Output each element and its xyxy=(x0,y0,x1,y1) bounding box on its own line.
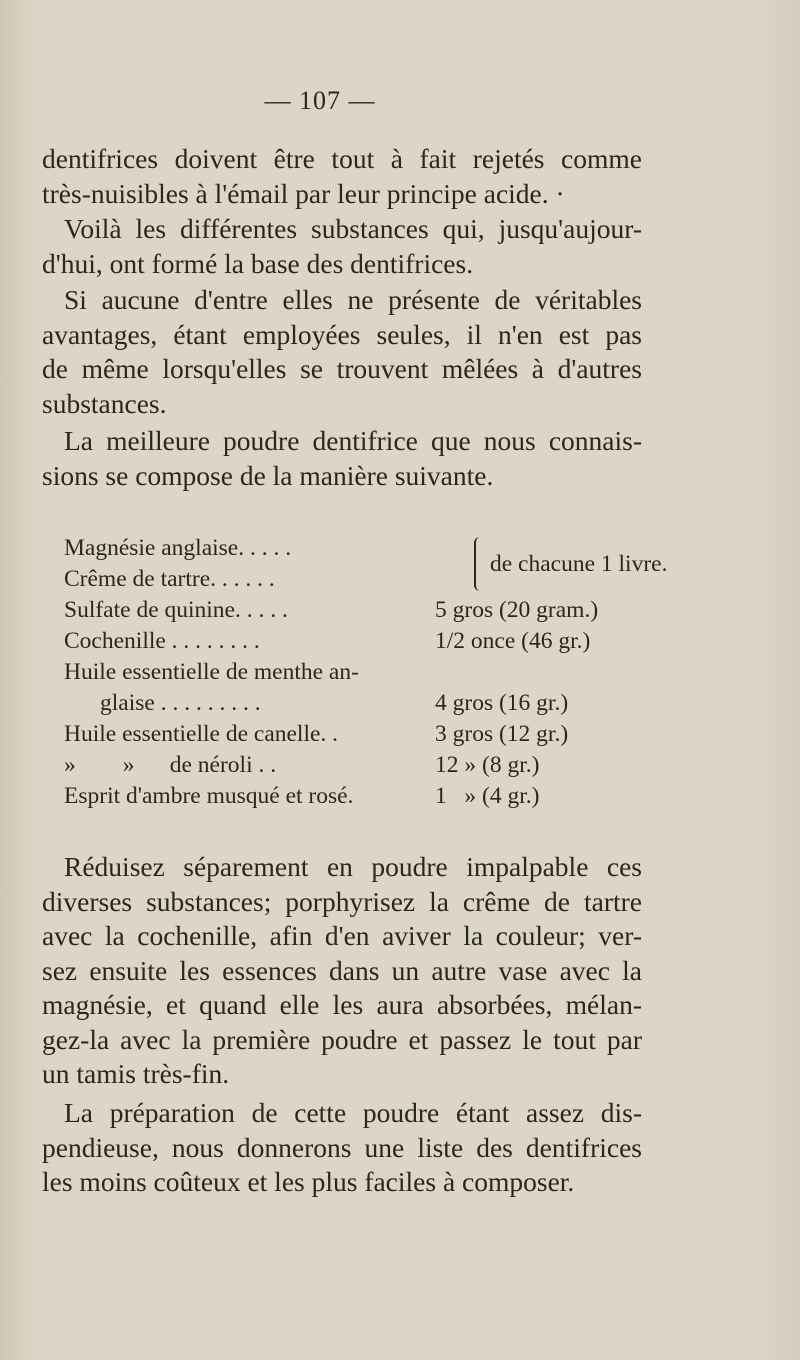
recipe-row xyxy=(64,781,644,812)
text-line: diverses substances; porphyrisez la crême de tartre xyxy=(42,885,642,917)
paragraph-3 xyxy=(42,283,642,421)
text-line: substances. xyxy=(42,387,167,419)
recipe-table xyxy=(64,533,668,812)
text-line: de même lorsqu'elles se trouvent mêlées à d'autres xyxy=(42,353,642,384)
ingredient-quantity: 1/2 once (46 gr.) xyxy=(435,628,591,654)
text-line: sez ensuite les essences dans un autre vase avec la xyxy=(42,954,642,986)
text-line: Voilà les différentes substances qui, jusqu'aujour- xyxy=(64,213,642,244)
recipe-row xyxy=(64,657,644,688)
text-line: les moins coûteux et les plus faciles à composer. xyxy=(42,1166,575,1197)
paragraph-5 xyxy=(42,850,642,1092)
recipe-row xyxy=(64,719,644,750)
ingredient-quantity: 5 gros (20 gram.) xyxy=(435,597,599,623)
ingredient-quantity: 4 gros (16 gr.) xyxy=(435,690,569,716)
ingredient-name: Esprit d'ambre musqué et rosé. xyxy=(64,783,354,809)
paragraph-1 xyxy=(42,142,642,211)
ingredient-name: Magnésie anglaise. . . . . xyxy=(64,535,292,561)
recipe-row xyxy=(64,626,644,657)
page-number: — 107 — xyxy=(264,86,376,115)
ingredient-name: » » de néroli . . xyxy=(64,752,277,778)
ingredient-name: Huile essentielle de canelle. . xyxy=(64,721,339,747)
recipe-row xyxy=(64,595,644,626)
brace-icon xyxy=(474,537,486,591)
brace-quantity: de chacune 1 livre. xyxy=(490,551,668,577)
ingredient-name: Cochenille . . . . . . . . xyxy=(64,628,260,654)
text-line: très-nuisibles à l'émail par leur principe acide. · xyxy=(42,177,565,209)
ingredient-name: Huile essentielle de menthe an- xyxy=(64,659,359,685)
text-line: gez-la avec la première poudre et passez le tout par xyxy=(42,1023,642,1055)
paragraph-2 xyxy=(42,212,642,281)
ingredient-quantity: 1 » (4 gr.) xyxy=(435,783,540,809)
text-line: avantages, étant employées seules, il n'en est pas xyxy=(42,318,642,350)
text-line: avec la cochenille, afin d'en aviver la couleur; ver- xyxy=(42,920,642,951)
text-line: d'hui, ont formé la base des dentifrices. xyxy=(42,247,474,279)
text-line: magnésie, et quand elle les aura absorbées, mélan- xyxy=(42,989,642,1020)
text-line: La préparation de cette poudre étant assez dis- xyxy=(64,1097,642,1128)
recipe-row xyxy=(64,750,644,781)
ingredient-name: glaise . . . . . . . . . xyxy=(100,690,261,716)
text-line: sions se compose de la manière suivante. xyxy=(42,459,494,491)
recipe-row xyxy=(64,688,644,719)
text-line: Réduisez séparement en poudre impalpable ces xyxy=(64,851,642,882)
text-line: pendieuse, nous donnerons une liste des dentifrices xyxy=(42,1131,642,1163)
paragraph-6 xyxy=(42,1096,642,1200)
ingredient-name: Sulfate de quinine. . . . . xyxy=(64,597,288,623)
text-line: un tamis très-fin. xyxy=(42,1058,230,1089)
ingredient-quantity: 3 gros (12 gr.) xyxy=(435,721,569,747)
paragraph-4 xyxy=(42,424,642,493)
ingredient-quantity: 12 » (8 gr.) xyxy=(435,752,540,778)
ingredient-name: Crême de tartre. . . . . . xyxy=(64,566,275,592)
text-line: La meilleure poudre dentifrice que nous connais- xyxy=(64,425,642,456)
text-line: Si aucune d'entre elles ne présente de véritables xyxy=(64,284,642,315)
text-line: dentifrices doivent être tout à fait rejetés comme xyxy=(42,143,642,174)
